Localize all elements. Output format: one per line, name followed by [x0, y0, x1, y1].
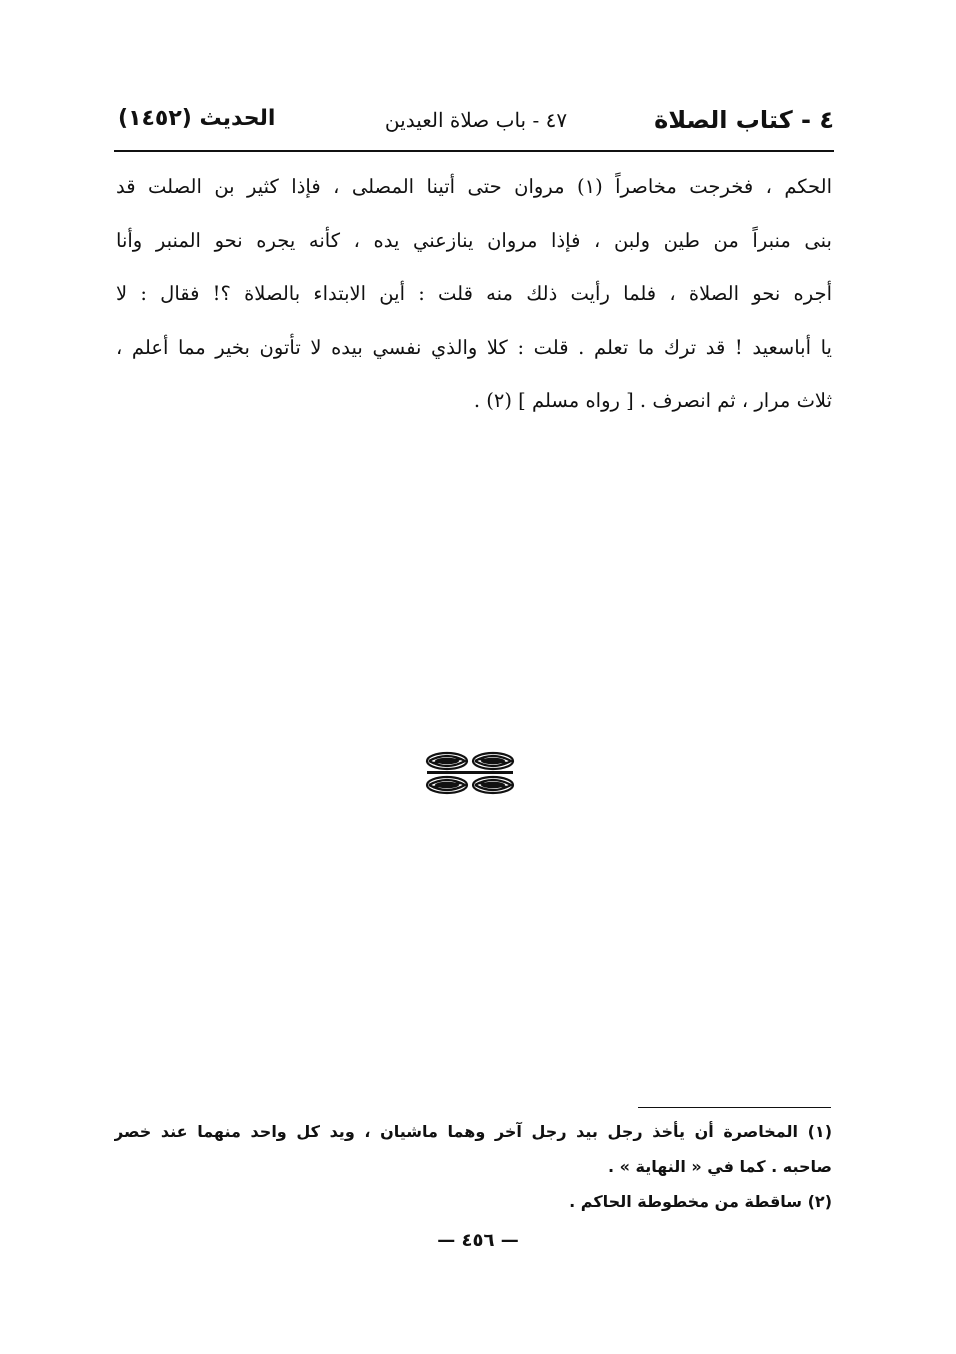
body-line-4: يا أباسعيد ! قد ترك ما تعلم . قلت : كلا والذي نفسي بيده لا تأتون بخير مما أعلم ، [116, 335, 832, 359]
header-rule [114, 150, 834, 152]
hadith-number: الحديث (١٤٥٢) [118, 106, 276, 131]
body-line-5: ثلاث مرار ، ثم انصرف . [ رواه مسلم ] (٢) . [473, 389, 832, 412]
body-line-2: بنى منبراً من طين ولبن ، فإذا مروان ينازعني يده ، كأنه يجره نحو المنبر وأنا [116, 228, 832, 252]
body-line-3: أجره نحو الصلاة ، فلما رأيت ذلك منه قلت : أين الابتداء بالصلاة ؟! فقال : لا [116, 282, 832, 305]
floral-ornament-icon [423, 749, 517, 797]
body-line-1: الحكم ، فخرجت مخاصراً (١) مروان حتى أتينا المصلى ، فإذا كثير بن الصلت قد [116, 175, 832, 198]
body-text [116, 160, 832, 428]
running-header [118, 100, 834, 144]
footnote-1-line-1: (١) المخاصرة أن يأخذ رجل بيد رجل آخر وهما ماشيان ، ويد كل واحد منهما عند خصر [114, 1122, 832, 1141]
footnote-rule [638, 1107, 831, 1108]
footnote-1-line-2: صاحبه . كما في « النهاية » . [607, 1157, 832, 1176]
chapter-title: ٤ - كتاب الصلاة [654, 106, 834, 134]
page-number: — ٤٥٦ — [437, 1230, 519, 1251]
footnote-2: (٢) ساقطة من مخطوطة الحاكم . [569, 1192, 832, 1211]
footnotes [114, 1114, 832, 1219]
section-title: ٤٧ - باب صلاة العيدين [384, 108, 568, 132]
